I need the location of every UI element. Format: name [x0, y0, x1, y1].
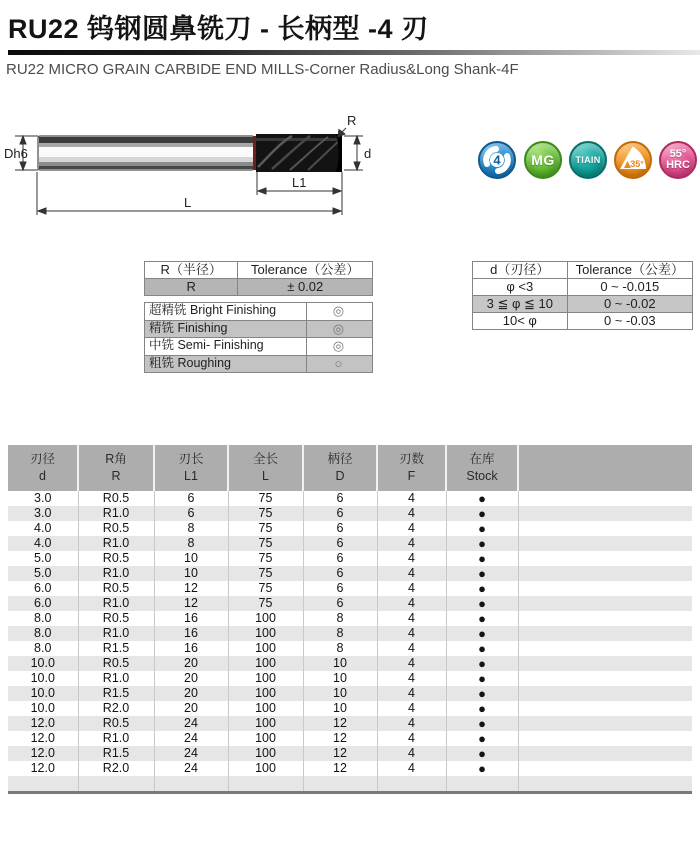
spec-cell: R1.0 — [78, 731, 154, 746]
spec-row — [8, 626, 692, 641]
finishing-label: 超精铣 Bright Finishing — [145, 303, 307, 321]
d-range: 10< φ — [473, 313, 568, 330]
d-tolerance: 0 ~ -0.03 — [567, 313, 692, 330]
spec-table-body — [8, 491, 692, 793]
spec-row — [8, 491, 692, 506]
spec-cell: R1.0 — [78, 626, 154, 641]
spec-cell: 4 — [377, 611, 446, 626]
stock-cell: ● — [446, 686, 518, 701]
flute-count-label: 4 — [493, 152, 501, 168]
r-tolerance-cell: ± 0.02 — [238, 279, 373, 296]
empty-cell — [518, 731, 692, 746]
spec-cell: 8.0 — [34, 641, 52, 656]
spec-cell: 100 — [228, 671, 303, 686]
spec-cell: R0.5 — [78, 656, 154, 671]
spec-cell: 24 — [154, 731, 228, 746]
spec-cell: 20 — [154, 686, 228, 701]
spec-row — [8, 686, 692, 701]
spec-cell: 16 — [154, 611, 228, 626]
spec-cell: 75 — [228, 491, 303, 506]
page-subtitle: RU22 MICRO GRAIN CARBIDE END MILLS-Corner Radius&Long Shank-4F — [6, 61, 519, 78]
spec-cell: 24 — [154, 716, 228, 731]
spec-cell: R1.5 — [78, 641, 154, 656]
finishing-label: 精铣 Finishing — [145, 320, 307, 338]
hardness-unit: HRC — [666, 159, 690, 171]
spec-cell: 10 — [303, 701, 377, 716]
spec-cell: 12.0 — [30, 731, 55, 746]
finishing-grade-table — [144, 302, 373, 373]
d-range: φ <3 — [473, 279, 568, 296]
spec-cell: R0.5 — [78, 521, 154, 536]
finishing-row — [145, 320, 373, 338]
stock-cell: ● — [446, 761, 518, 776]
spec-cell: 4 — [377, 491, 446, 506]
spec-cell: 4 — [377, 626, 446, 641]
spec-cell: 12.0 — [8, 716, 78, 731]
spec-row — [8, 746, 692, 761]
spec-cell: 10.0 — [8, 686, 78, 701]
spec-cell: 75 — [228, 536, 303, 551]
spec-cell: 12.0 — [30, 761, 55, 776]
spec-row — [8, 596, 692, 611]
coating-label: TIAIN — [575, 154, 601, 165]
empty-cell — [518, 626, 692, 641]
spec-cell: 100 — [228, 641, 303, 656]
spec-row — [8, 581, 692, 596]
spec-cell: 8.0 — [34, 611, 52, 626]
spec-cell: 4 — [377, 521, 446, 536]
stock-cell: ● — [446, 701, 518, 716]
coating-badge — [569, 141, 607, 179]
finishing-grade-symbol: ◎ — [306, 338, 372, 356]
spec-cell: 4 — [377, 701, 446, 716]
spec-row — [8, 566, 692, 581]
spec-cell: 6.0 — [34, 581, 52, 596]
spec-cell: 5.0 — [8, 566, 78, 581]
empty-cell — [518, 566, 692, 581]
stock-cell: ● — [446, 746, 518, 761]
spec-cell: R0.5 — [78, 611, 154, 626]
micro-grain-badge — [524, 141, 562, 179]
r-tolerance-table — [144, 261, 373, 296]
stock-cell: ● — [446, 536, 518, 551]
spec-cell: 12 — [303, 746, 377, 761]
spec-cell: 100 — [228, 611, 303, 626]
flute-head — [256, 134, 342, 172]
spec-cell: 8.0 — [8, 626, 78, 641]
empty-cell — [518, 656, 692, 671]
spec-cell: 6 — [303, 491, 377, 506]
spec-cell: R1.0 — [78, 671, 154, 686]
spec-cell: 8 — [303, 611, 377, 626]
finishing-grade-symbol: ◎ — [306, 320, 372, 338]
empty-cell — [518, 491, 692, 506]
spec-cell: 3.0 — [8, 506, 78, 521]
spec-cell: 10 — [154, 551, 228, 566]
col-header-diameter: 刃径 d — [8, 445, 78, 491]
spec-cell: 100 — [228, 731, 303, 746]
spec-cell: 6 — [303, 521, 377, 536]
spec-cell: 6.0 — [8, 596, 78, 611]
spec-cell: 10.0 — [30, 701, 55, 716]
d-tolerance-row — [473, 296, 693, 313]
spec-cell: 4 — [377, 581, 446, 596]
spec-cell: 6 — [303, 566, 377, 581]
spec-cell: 4.0 — [34, 521, 52, 536]
spec-cell: 4 — [377, 746, 446, 761]
spec-cell: 4 — [377, 566, 446, 581]
spec-cell: 6 — [303, 551, 377, 566]
d-tolerance-table — [472, 261, 693, 330]
finishing-row — [145, 355, 373, 373]
stock-cell: ● — [446, 596, 518, 611]
micro-grain-label: MG — [531, 152, 555, 168]
empty-cell — [518, 761, 692, 776]
empty-cell — [518, 716, 692, 731]
title-divider — [8, 50, 700, 55]
col-header-flute-length: 刃长 L1 — [154, 445, 228, 491]
finishing-row — [145, 303, 373, 321]
empty-cell — [518, 641, 692, 656]
stock-cell: ● — [446, 641, 518, 656]
spacer-row — [8, 776, 692, 793]
finishing-grade-symbol: ◎ — [306, 303, 372, 321]
spec-cell: 100 — [228, 761, 303, 776]
spec-cell: 10 — [154, 566, 228, 581]
spec-cell: 4 — [377, 731, 446, 746]
empty-cell — [518, 701, 692, 716]
spec-cell: 100 — [228, 656, 303, 671]
spec-cell: 100 — [228, 716, 303, 731]
finishing-label: 粗铣 Roughing — [145, 355, 307, 373]
spec-cell: 24 — [154, 746, 228, 761]
spec-cell: R1.5 — [78, 686, 154, 701]
stock-cell: ● — [446, 521, 518, 536]
spec-cell: 20 — [154, 671, 228, 686]
spec-cell: 100 — [228, 686, 303, 701]
spec-cell: 12 — [154, 581, 228, 596]
spec-row — [8, 611, 692, 626]
d-tolerance-header-d: d（刃径） — [473, 262, 568, 279]
spec-cell: R0.5 — [78, 491, 154, 506]
col-header-shank-diameter: 柄径 D — [303, 445, 377, 491]
empty-cell — [518, 596, 692, 611]
spec-cell: 4 — [377, 641, 446, 656]
stock-cell: ● — [446, 656, 518, 671]
spec-row — [8, 641, 692, 656]
spec-cell: R1.0 — [78, 596, 154, 611]
spec-row — [8, 761, 692, 776]
col-header-overall-length: 全长 L — [228, 445, 303, 491]
spec-cell: 20 — [154, 656, 228, 671]
stock-cell: ● — [446, 566, 518, 581]
spec-cell: R1.0 — [78, 566, 154, 581]
col-header-flutes: 刃数 F — [377, 445, 446, 491]
finishing-row — [145, 338, 373, 356]
spec-cell: 75 — [228, 596, 303, 611]
label-shank-diameter: Dh6 — [4, 146, 28, 161]
spec-cell: 8 — [154, 536, 228, 551]
spec-cell: 8 — [154, 521, 228, 536]
d-tolerance: 0 ~ -0.015 — [567, 279, 692, 296]
spec-cell: 100 — [228, 626, 303, 641]
stock-cell: ● — [446, 491, 518, 506]
spec-cell: 12 — [303, 731, 377, 746]
finishing-label: 中铣 Semi- Finishing — [145, 338, 307, 356]
label-cutting-diameter: d — [364, 146, 372, 161]
spec-cell: R1.0 — [78, 506, 154, 521]
spec-cell: 6 — [303, 536, 377, 551]
spec-cell: 4.0 — [8, 536, 78, 551]
r-tolerance-header-tol: Tolerance（公差） — [238, 262, 373, 279]
spec-cell: 4 — [377, 551, 446, 566]
spec-cell: R0.5 — [78, 581, 154, 596]
spec-cell: 8 — [303, 641, 377, 656]
col-header-corner-radius: R角 R — [78, 445, 154, 491]
stock-cell: ● — [446, 716, 518, 731]
empty-cell — [518, 686, 692, 701]
spec-cell: 100 — [228, 746, 303, 761]
stock-cell: ● — [446, 581, 518, 596]
spec-header-row — [8, 445, 692, 491]
spec-cell: 12.0 — [8, 746, 78, 761]
spec-cell: R0.5 — [78, 716, 154, 731]
spec-cell: R2.0 — [78, 701, 154, 716]
empty-cell — [518, 611, 692, 626]
spec-cell: 10 — [303, 656, 377, 671]
spec-row — [8, 671, 692, 686]
shank-flute-junction — [253, 136, 256, 170]
spec-cell: 75 — [228, 581, 303, 596]
spec-table — [8, 445, 692, 794]
label-corner-radius: R — [347, 113, 357, 128]
stock-cell: ● — [446, 611, 518, 626]
spec-cell: 24 — [154, 761, 228, 776]
spec-cell: R2.0 — [78, 761, 154, 776]
finishing-grade-symbol: ○ — [306, 355, 372, 373]
spec-row — [8, 701, 692, 716]
spec-cell: 4 — [377, 761, 446, 776]
label-overall-length: L — [184, 195, 192, 210]
pinwheel-icon — [481, 144, 513, 176]
spec-row — [8, 716, 692, 731]
spec-cell: 10.0 — [30, 671, 55, 686]
spec-cell: R1.0 — [78, 536, 154, 551]
d-tolerance-row — [473, 279, 693, 296]
col-header-stock: 在库 Stock — [446, 445, 518, 491]
d-tolerance-header-tol: Tolerance（公差） — [567, 262, 692, 279]
hardness-degrees: 55° — [669, 148, 687, 160]
helix-angle-label: 35° — [630, 159, 644, 169]
spec-row — [8, 536, 692, 551]
page-title: RU22 钨钢圆鼻铣刀 - 长柄型 -4 刃 — [8, 14, 429, 44]
spec-cell: 10.0 — [8, 656, 78, 671]
r-tolerance-cell: R — [145, 279, 238, 296]
spec-cell: 10 — [303, 671, 377, 686]
spec-cell: 6 — [303, 596, 377, 611]
helix-angle-icon — [618, 145, 648, 175]
col-header-empty — [518, 445, 692, 491]
spec-cell: 6 — [303, 581, 377, 596]
spec-cell: 4 — [377, 716, 446, 731]
flute-count-badge — [478, 141, 516, 179]
spec-cell: 6 — [154, 506, 228, 521]
d-tolerance: 0 ~ -0.02 — [567, 296, 692, 313]
stock-cell: ● — [446, 731, 518, 746]
spec-cell: 4 — [377, 686, 446, 701]
empty-cell — [518, 506, 692, 521]
stock-cell: ● — [446, 551, 518, 566]
spec-cell: 5.0 — [34, 551, 52, 566]
spec-cell: R0.5 — [78, 551, 154, 566]
spec-cell: 3.0 — [34, 491, 52, 506]
empty-cell — [518, 521, 692, 536]
d-tolerance-row — [473, 313, 693, 330]
spec-row — [8, 521, 692, 536]
spec-cell: 75 — [228, 506, 303, 521]
spec-cell: 12 — [303, 761, 377, 776]
spec-cell: 100 — [228, 701, 303, 716]
spec-row — [8, 656, 692, 671]
spec-row — [8, 731, 692, 746]
spec-cell: 4 — [377, 671, 446, 686]
end-mill-diagram — [0, 103, 380, 233]
d-range: 3 ≦ φ ≦ 10 — [473, 296, 568, 313]
empty-cell — [518, 671, 692, 686]
spec-cell: 10 — [303, 686, 377, 701]
r-tolerance-header-r: R（半径） — [145, 262, 238, 279]
spec-cell: 12 — [154, 596, 228, 611]
shank-body — [38, 136, 254, 170]
spec-cell: 4 — [377, 536, 446, 551]
spec-cell: 16 — [154, 641, 228, 656]
spec-cell: 4 — [377, 656, 446, 671]
stock-cell: ● — [446, 671, 518, 686]
spec-cell: 6 — [154, 491, 228, 506]
spec-cell: 6 — [303, 506, 377, 521]
stock-cell: ● — [446, 506, 518, 521]
spec-cell: 4 — [377, 506, 446, 521]
spec-cell: 8 — [303, 626, 377, 641]
stock-cell: ● — [446, 626, 518, 641]
spec-cell: 75 — [228, 551, 303, 566]
spec-cell: 12 — [303, 716, 377, 731]
empty-cell — [518, 746, 692, 761]
spec-cell: 16 — [154, 626, 228, 641]
empty-cell — [518, 551, 692, 566]
label-flute-length: L1 — [292, 175, 307, 190]
spec-cell: 20 — [154, 701, 228, 716]
helix-angle-badge — [614, 141, 652, 179]
spec-row — [8, 506, 692, 521]
spec-row — [8, 551, 692, 566]
spec-cell: 75 — [228, 566, 303, 581]
hardness-badge — [659, 141, 697, 179]
empty-cell — [518, 581, 692, 596]
spec-cell: R1.5 — [78, 746, 154, 761]
spec-cell: 75 — [228, 521, 303, 536]
spec-cell: 4 — [377, 596, 446, 611]
empty-cell — [518, 536, 692, 551]
